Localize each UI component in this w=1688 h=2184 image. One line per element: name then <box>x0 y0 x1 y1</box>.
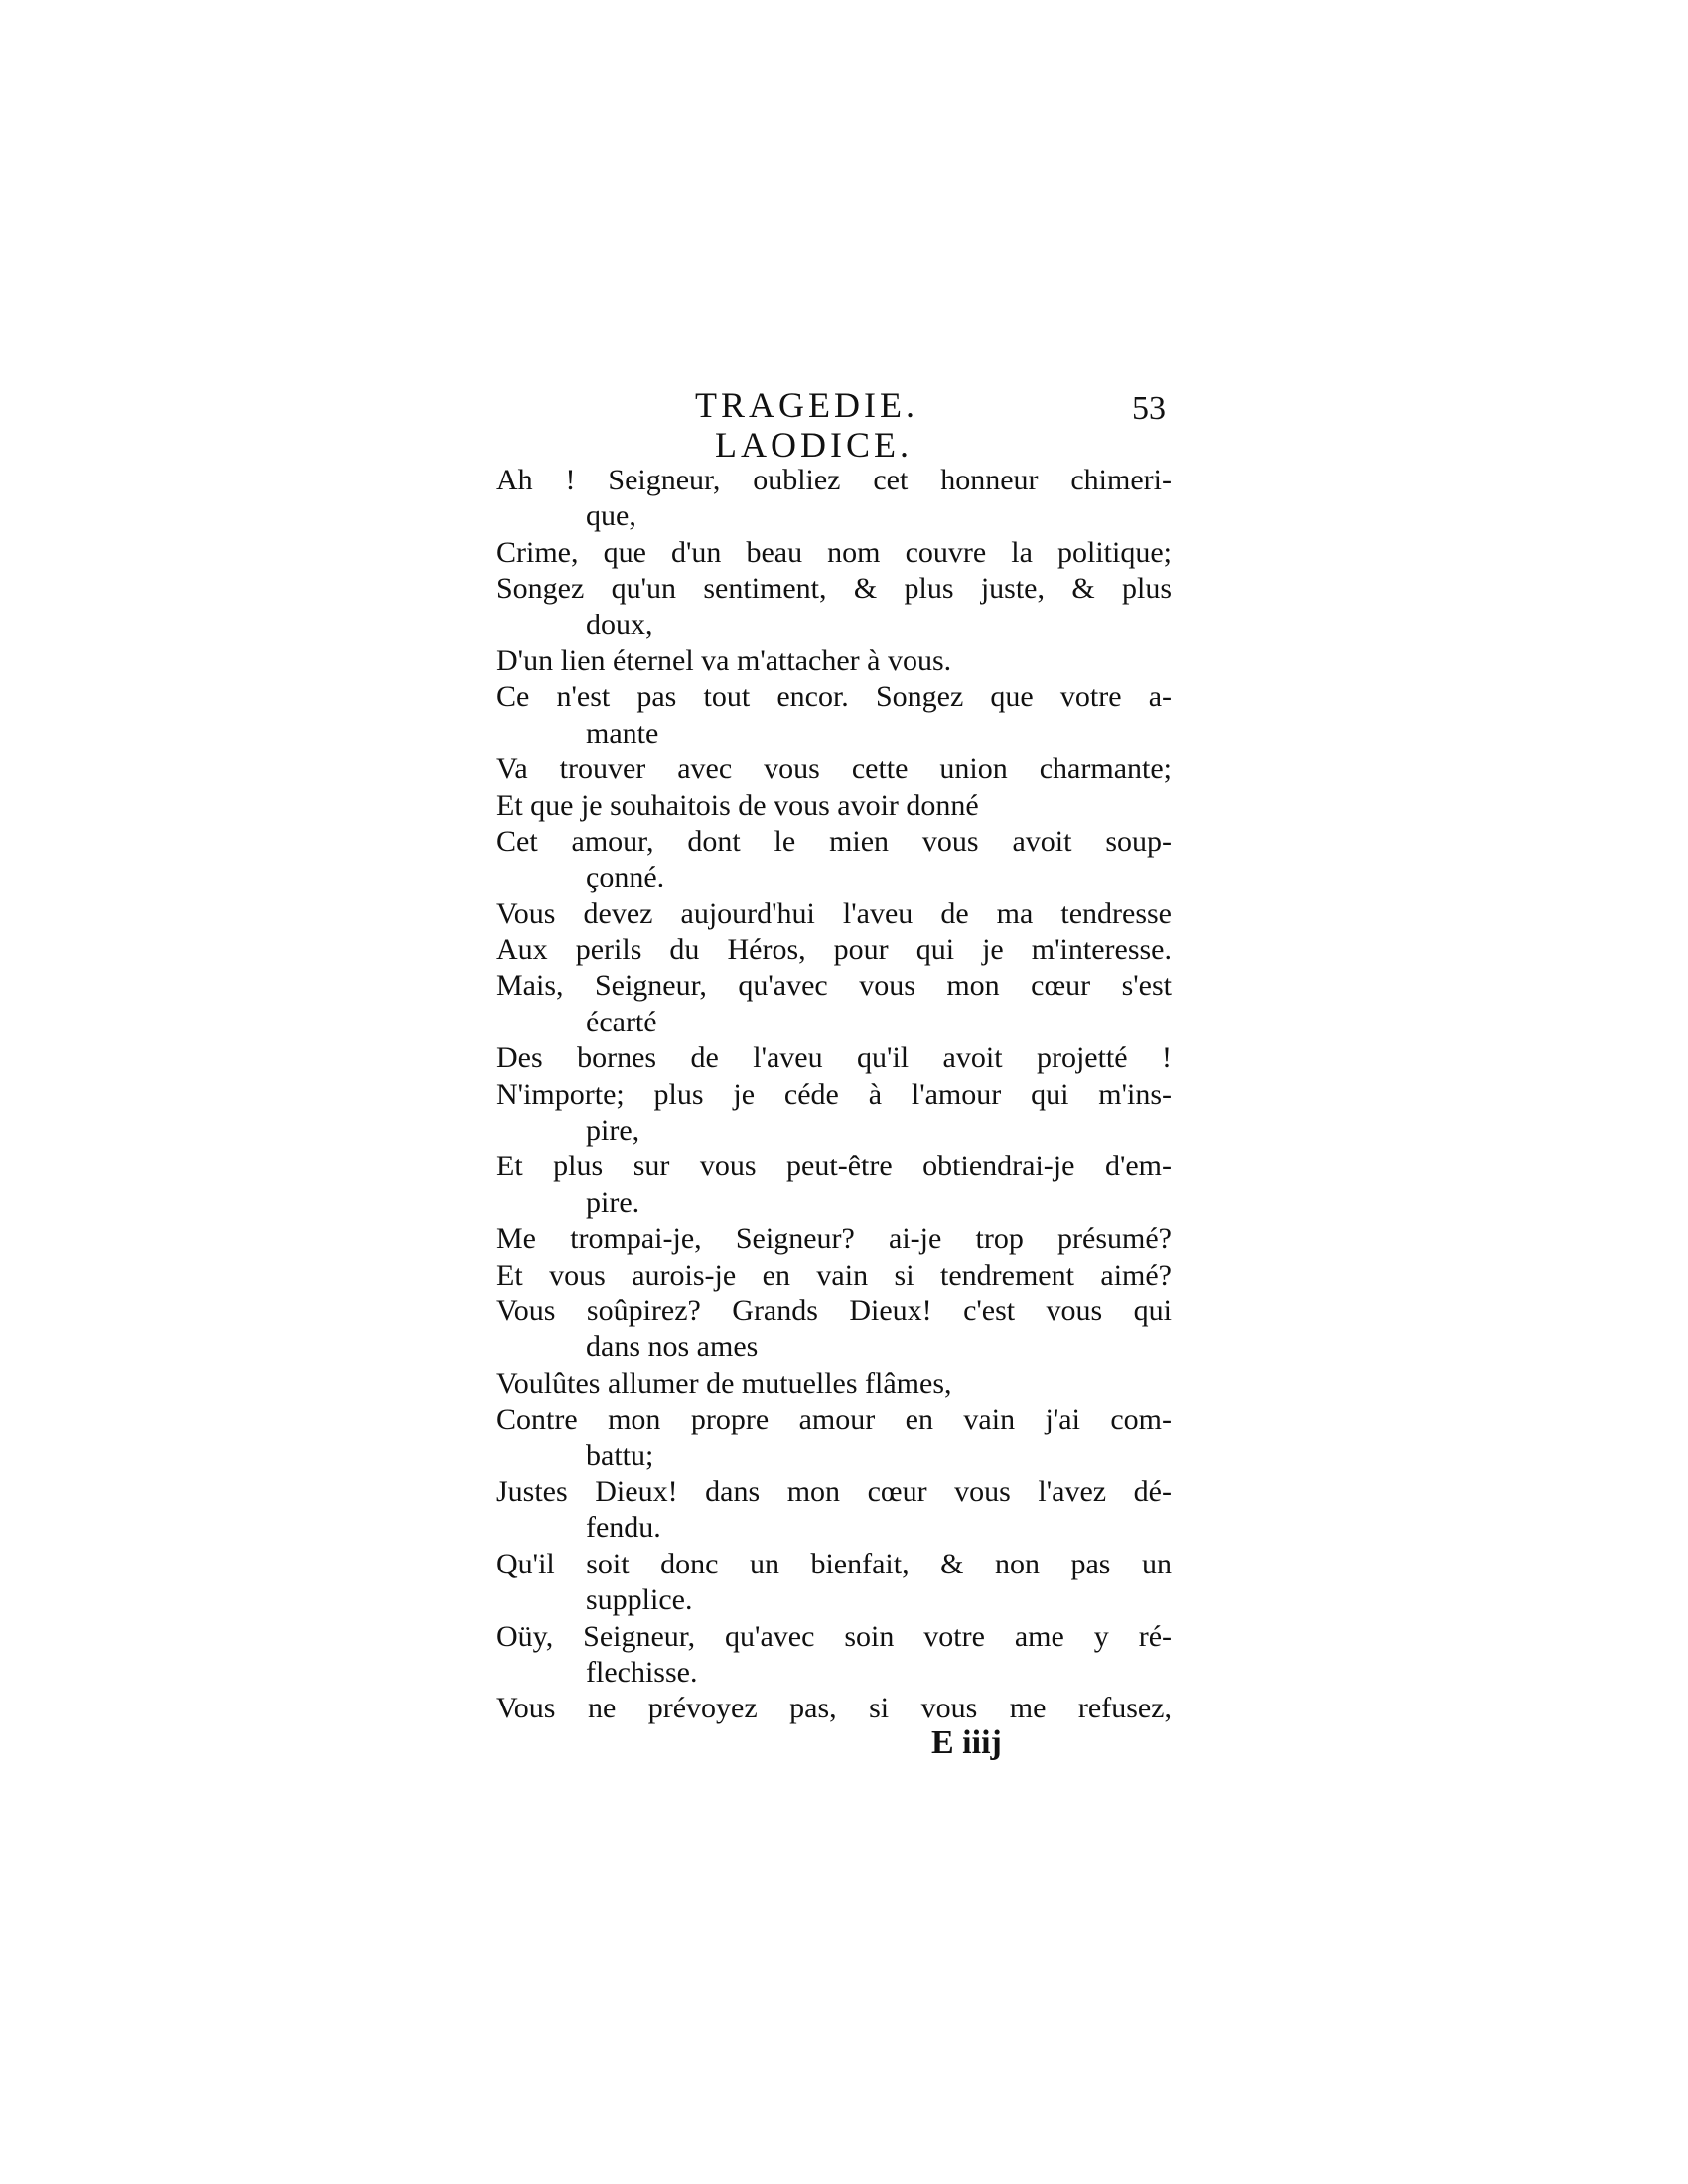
verse-turnover-line: que, <box>586 499 636 533</box>
verse-line: Et vous aurois-je en vain si tendrement aimé? <box>496 1258 1172 1292</box>
verse-turnover-line: flechisse. <box>586 1655 698 1689</box>
verse-turnover-line: doux, <box>586 608 653 641</box>
verse-turnover-line: çonné. <box>586 861 665 894</box>
verse-line: Ce n'est pas tout encor. Songez que votre a- <box>496 680 1172 714</box>
page-number: 53 <box>1132 390 1166 427</box>
verse-line: Et que je souhaitois de vous avoir donné <box>496 788 979 822</box>
verse-line: Mais, Seigneur, qu'avec vous mon cœur s'est <box>496 969 1172 1003</box>
verse-line: Me trompai-je, Seigneur? ai-je trop présumé? <box>496 1222 1172 1256</box>
verse-turnover-line: écarté <box>586 1005 657 1038</box>
verse-line: Songez qu'un sentiment, & plus juste, & plus <box>496 572 1172 606</box>
verse-line: Crime, que d'un beau nom couvre la politique; <box>496 535 1172 569</box>
verse-line: Va trouver avec vous cette union charmante; <box>496 752 1172 786</box>
verse-line: Vous devez aujourd'hui l'aveu de ma tendresse <box>496 896 1172 930</box>
verse-line: Vous soûpirez? Grands Dieux! c'est vous qui <box>496 1294 1172 1327</box>
verse-line: Ah ! Seigneur, oubliez cet honneur chimeri- <box>496 464 1172 496</box>
running-title: TRAGEDIE. <box>695 385 918 425</box>
verse-block <box>496 463 1172 1727</box>
verse-line: Contre mon propre amour en vain j'ai com- <box>496 1403 1172 1436</box>
verse-line: Et plus sur vous peut-être obtiendrai-je d'em- <box>496 1150 1172 1183</box>
verse-turnover-line: mante <box>586 716 659 750</box>
speaker-name: LAODICE. <box>715 425 913 465</box>
verse-line: Justes Dieux! dans mon cœur vous l'avez dé- <box>496 1474 1172 1508</box>
verse-turnover-line: supplice. <box>586 1583 693 1617</box>
verse-line: Qu'il soit donc un bienfait, & non pas un <box>496 1547 1172 1580</box>
verse-line: N'importe; plus je céde à l'amour qui m'ins- <box>496 1077 1172 1111</box>
verse-turnover-line: pire, <box>586 1114 640 1148</box>
verse-turnover-line: pire. <box>586 1185 640 1219</box>
verse-turnover-line: battu; <box>586 1438 654 1472</box>
verse-line: Cet amour, dont le mien vous avoit soup- <box>496 824 1172 858</box>
verse-line: Vous ne prévoyez pas, si vous me refusez, <box>496 1692 1172 1725</box>
verse-line: D'un lien éternel va m'attacher à vous. <box>496 643 952 677</box>
signature-mark: E iiij <box>931 1724 1002 1761</box>
verse-turnover-line: dans nos ames <box>586 1330 759 1364</box>
verse-line: Oüy, Seigneur, qu'avec soin votre ame y ré- <box>496 1619 1172 1653</box>
verse-line: Des bornes de l'aveu qu'il avoit projetté ! <box>496 1041 1172 1075</box>
verse-line: Voulûtes allumer de mutuelles flâmes, <box>496 1366 952 1400</box>
verse-line: Aux perils du Héros, pour qui je m'interesse. <box>496 933 1172 967</box>
verse-turnover-line: fendu. <box>586 1511 661 1545</box>
